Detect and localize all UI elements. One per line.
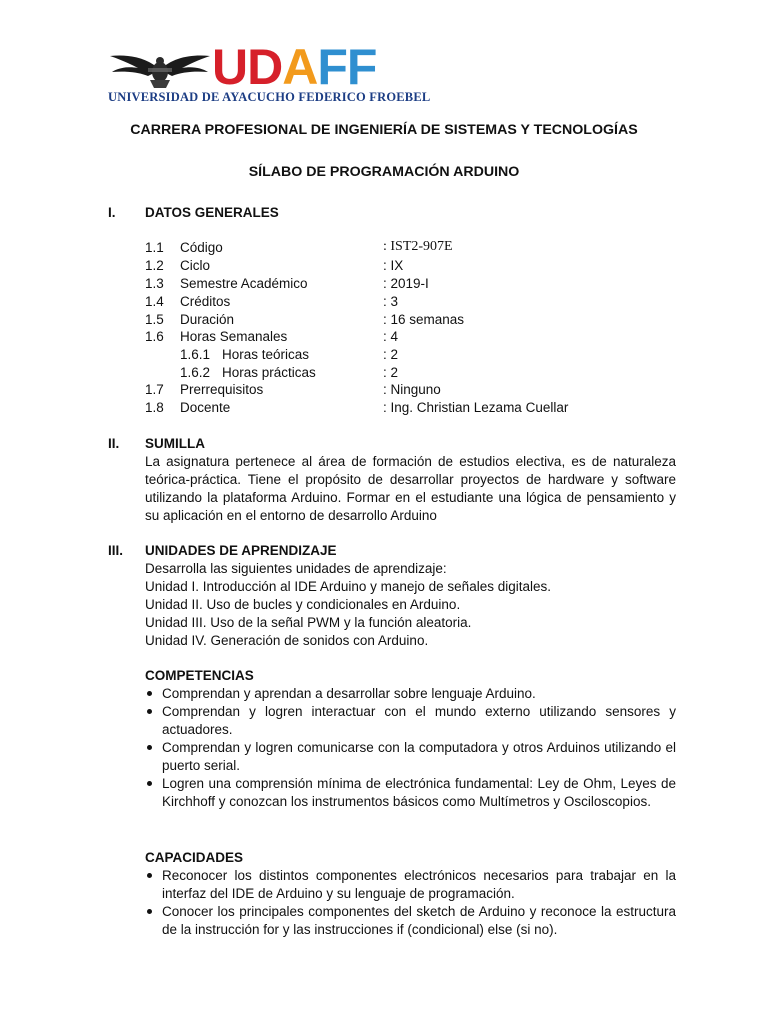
row-number: 1.3 [145, 276, 164, 291]
logo-brand-wordmark: UDAFF [212, 39, 377, 95]
list-item: Logren una comprensión mínima de electrónica fundamental: Ley de Ohm, Leyes de Kirchhoff y conozcan los instrumentos básicos como Multímetros y Osciloscopios. [145, 775, 676, 811]
section-3-title: UNIDADES DE APRENDIZAJE [145, 543, 337, 558]
row-label: Horas teóricas [222, 347, 310, 362]
row-value: : Ing. Christian Lezama Cuellar [383, 400, 569, 415]
bullet-icon [147, 873, 152, 878]
eagle-emblem-icon [108, 50, 212, 90]
list-item: Comprendan y logren interactuar con el mundo externo utilizando sensores y actuadores. [145, 703, 676, 739]
competencias-list [145, 685, 676, 811]
bullet-icon [147, 781, 152, 786]
row-label: Horas prácticas [222, 365, 316, 380]
row-label: Código [180, 240, 223, 255]
section-2-title: SUMILLA [145, 436, 205, 451]
unit-item: Unidad II. Uso de bucles y condicionales en Arduino. [145, 597, 461, 612]
list-item: Comprendan y logren comunicarse con la computadora y otros Arduinos utilizando el puerto serial. [145, 739, 676, 775]
capacidades-title: CAPACIDADES [145, 850, 244, 865]
competencias-title: COMPETENCIAS [145, 668, 254, 683]
row-value: : 2019-I [383, 276, 429, 291]
row-value: : 3 [383, 294, 399, 309]
row-label: Ciclo [180, 258, 211, 273]
capacidades-list [145, 867, 676, 939]
row-value: : 2 [383, 365, 399, 380]
syllabus-title: SÍLABO DE PROGRAMACIÓN ARDUINO [248, 164, 520, 180]
row-number: 1.2 [145, 258, 164, 273]
row-label: Duración [180, 312, 235, 327]
row-number: 1.5 [145, 312, 164, 327]
section-1-title: DATOS GENERALES [145, 205, 279, 220]
row-value: : 4 [383, 329, 399, 344]
row-value: : 2 [383, 347, 399, 362]
row-value: : IX [383, 258, 404, 273]
bullet-icon [147, 745, 152, 750]
row-label: Horas Semanales [180, 329, 288, 344]
row-number: 1.1 [145, 240, 164, 255]
unit-item: Unidad I. Introducción al IDE Arduino y manejo de señales digitales. [145, 579, 551, 594]
university-logo [108, 39, 431, 108]
row-number: 1.4 [145, 294, 164, 309]
row-label: Créditos [180, 294, 231, 309]
university-name: UNIVERSIDAD DE AYACUCHO FEDERICO FROEBEL [108, 90, 431, 104]
row-label: Semestre Académico [180, 276, 308, 291]
list-item: Conocer los principales componentes del sketch de Arduino y reconoce la estructura de la instrucción for y las instrucciones if (condicional) else (si no). [145, 903, 676, 939]
row-label: Docente [180, 400, 231, 415]
bullet-icon [147, 909, 152, 914]
row-number: 1.6 [145, 329, 164, 344]
list-item: Comprendan y aprendan a desarrollar sobre lenguaje Arduino. [145, 685, 676, 703]
row-number: 1.6.2 [180, 365, 211, 380]
career-title: CARRERA PROFESIONAL DE INGENIERÍA DE SISTEMAS Y TECNOLOGÍAS [130, 122, 638, 138]
row-value: : IST2-907E [383, 239, 453, 254]
row-number: 1.6.1 [180, 347, 211, 362]
bullet-icon [147, 691, 152, 696]
row-number: 1.8 [145, 400, 164, 415]
row-value: : 16 semanas [383, 312, 465, 327]
bullet-icon [147, 709, 152, 714]
section-1-number: I. [108, 205, 116, 220]
unit-item: Unidad IV. Generación de sonidos con Arduino. [145, 633, 429, 648]
unit-item: Unidad III. Uso de la señal PWM y la función aleatoria. [145, 615, 472, 630]
sumilla-paragraph: La asignatura pertenece al área de formación de estudios electiva, es de naturaleza teórica-práctica. Tiene el propósito de desarrollar proyectos de hardware y software utilizando la plataforma Arduino. Formar en el estudiante una lógica de pensamiento y su aplicación en el entorno de desarrollo Arduino [145, 454, 676, 523]
row-number: 1.7 [145, 382, 164, 397]
section-3-number: III. [108, 543, 124, 558]
list-item: Reconocer los distintos componentes electrónicos necesarios para trabajar en la interfaz del IDE de Arduino y su lenguaje de programación. [145, 867, 676, 903]
section-2-number: II. [108, 436, 120, 451]
row-value: : Ninguno [383, 382, 441, 397]
units-intro: Desarrolla las siguientes unidades de aprendizaje: [145, 561, 447, 576]
row-label: Prerrequisitos [180, 382, 264, 397]
